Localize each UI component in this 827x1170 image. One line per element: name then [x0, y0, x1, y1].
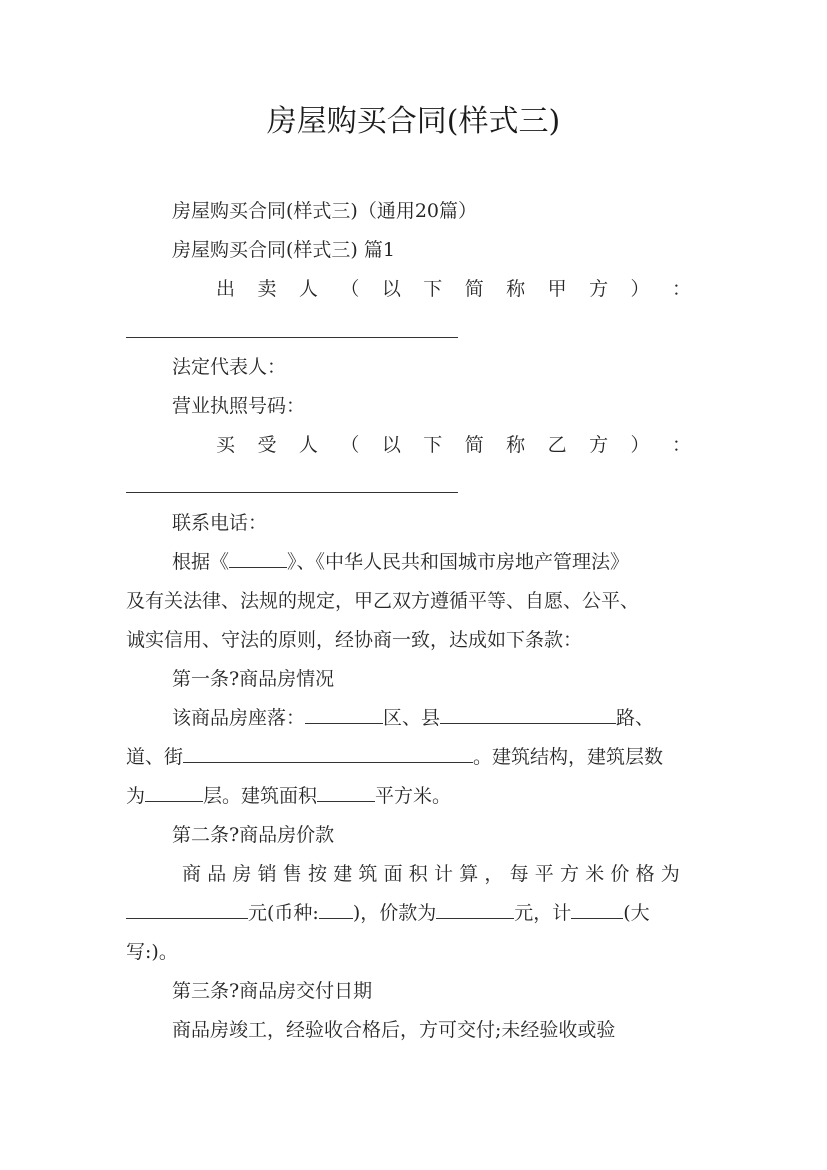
amount-blank	[571, 900, 623, 919]
location-blank	[305, 705, 383, 724]
seller-blank-line	[126, 337, 458, 338]
law-name-blank	[229, 549, 287, 568]
license-label: 营业执照号码：	[172, 395, 306, 417]
total-price-blank	[436, 900, 514, 919]
document-title: 房屋购买合同(样式三)	[266, 104, 561, 139]
article1-heading: 第一条?商品房情况	[172, 668, 335, 690]
district-blank	[440, 705, 616, 724]
para1-line2: 及有关法律、法规的规定，甲乙双方遵循平等、自愿、公平、	[126, 590, 640, 612]
article2-line3: 写:)。	[126, 941, 178, 963]
buyer-label: 买 受 人 （ 以 下 简 称 乙 方 ） ：	[216, 434, 691, 456]
phone-label: 联系电话：	[172, 512, 268, 534]
road-blank	[183, 744, 473, 763]
area-blank	[317, 783, 375, 802]
seller-label: 出 卖 人 （ 以 下 简 称 甲 方 ） ：	[216, 278, 691, 300]
article3-heading: 第三条?商品房交付日期	[172, 980, 373, 1002]
article3-line1: 商品房竣工，经验收合格后，方可交付;未经验收或验	[172, 1019, 616, 1041]
floors-blank	[145, 783, 203, 802]
article2-line1: 商品房销售按建筑面积计算，每平方米价格为	[182, 863, 687, 885]
unit-price-blank	[126, 900, 248, 919]
article2-heading: 第二条?商品房价款	[172, 824, 335, 846]
section-heading: 房屋购买合同(样式三) 篇1	[172, 239, 395, 261]
para1-line1: 根据《 》、《中华人民共和国城市房地产管理法》	[172, 551, 630, 573]
article1-line1: 该商品房座落： 区、县 路、	[172, 707, 655, 729]
article2-line2: 元(币种: )，价款为 元，计 (大	[126, 900, 703, 926]
legal-rep-label: 法定代表人：	[172, 356, 287, 378]
currency-blank	[319, 900, 353, 919]
document-subtitle: 房屋购买合同(样式三)（通用20篇）	[172, 200, 478, 222]
article1-line3: 为 层。建筑面积 平方米。	[126, 785, 452, 807]
para1-line3: 诚实信用、守法的原则，经协商一致，达成如下条款：	[126, 629, 583, 651]
article1-line2: 道、街 。建筑结构，建筑层数	[126, 746, 664, 768]
buyer-blank-line	[126, 492, 458, 493]
